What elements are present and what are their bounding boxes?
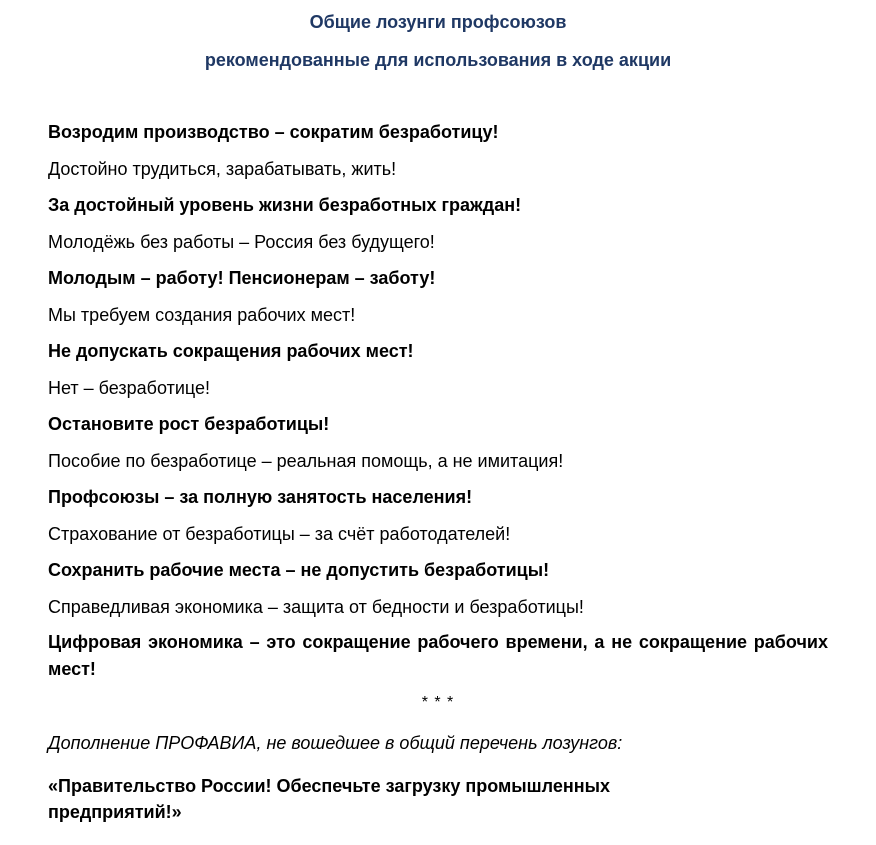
- slogan-item: За достойный уровень жизни безработных граждан!: [48, 195, 522, 215]
- slogan-item: Цифровая экономика – это сокращение рабочего времени, а не сокращение рабочих мест!: [48, 632, 828, 679]
- section-separator: * * *: [421, 694, 455, 711]
- slogan-item: Возродим производство – сократим безработицу!: [48, 122, 499, 142]
- slogan-item: Мы требуем создания рабочих мест!: [48, 304, 356, 325]
- addendum-intro: Дополнение ПРОФАВИА, не вошедшее в общий перечень лозунгов:: [48, 733, 623, 753]
- slogan-item: Страхование от безработицы – за счёт работодателей!: [48, 523, 511, 544]
- page-subtitle: рекомендованные для использования в ходе акции: [204, 50, 672, 70]
- slogan-list: [48, 121, 828, 698]
- slogan-item: Нет – безработице!: [48, 377, 211, 398]
- slogan-item: Достойно трудиться, зарабатывать, жить!: [48, 158, 397, 179]
- slogan-item: Молодёжь без работы – Россия без будущего!: [48, 231, 435, 252]
- slogan-item: Профсоюзы – за полную занятость населения!: [48, 487, 473, 507]
- slogan-item: Молодым – работу! Пенсионерам – заботу!: [48, 268, 436, 288]
- slogan-item: Сохранить рабочие места – не допустить безработицы!: [48, 560, 550, 580]
- slogan-item: Пособие по безработице – реальная помощь, а не имитация!: [48, 450, 564, 471]
- slogan-item: Не допускать сокращения рабочих мест!: [48, 341, 414, 361]
- page-title: Общие лозунги профсоюзов: [309, 12, 567, 32]
- addendum-slogan: «Правительство России! Обеспечьте загрузку промышленных предприятий!»: [48, 776, 610, 822]
- slogan-item: Остановите рост безработицы!: [48, 414, 330, 434]
- slogan-item: Справедливая экономика – защита от бедности и безработицы!: [48, 596, 584, 617]
